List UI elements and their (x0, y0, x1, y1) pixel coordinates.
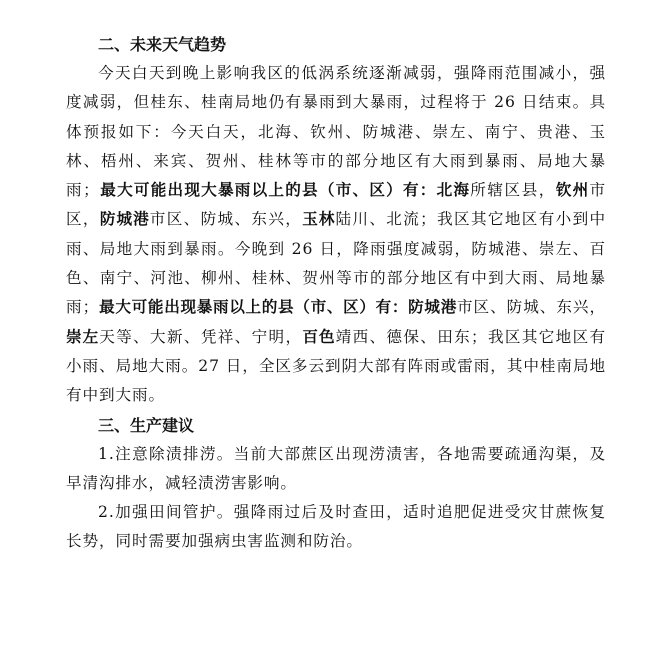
rainstorm-counties-label: 最大可能出现暴雨以上的县（市、区）有： (99, 298, 409, 317)
section-heading-weather-trend: 二、未来天气趋势 (98, 35, 227, 54)
city-fangchenggang: 防城港 (408, 298, 457, 317)
forecast-text: 靖西、德保、田东；我区其它地区有小雨、局地大雨。27 日，全区多云到阴大部有阵雨或雷雨，其中桂南局地有中到大雨。 (66, 327, 607, 405)
section-heading-production-advice: 三、生产建议 (98, 415, 195, 435)
city-baise: 百色 (302, 327, 336, 346)
document-page (66, 30, 606, 557)
forecast-text: 市区、防城、东兴， (149, 210, 303, 229)
city-qinzhou: 钦州 (555, 181, 590, 200)
forecast-text: 所辖区县， (470, 181, 556, 200)
advice-item-field-management: 2.加强田间管护。强降雨过后及时查田，适时追肥促进受灾甘蔗恢复长势，同时需要加强病虫害监测和防治。 (66, 503, 606, 551)
forecast-text: 陆川、北流；我区其它地区有小到中雨、局地大雨到暴雨。今晚到 26 日，降雨强度减弱，防城港、崇左、百色、南宁、河池、柳州、桂林、贺州等市的部分地区有中到大雨、局地暴雨； (66, 210, 606, 317)
forecast-text: 市区、防城、东兴， (456, 298, 606, 317)
forecast-text: 今天白天到晚上影响我区的低涡系统逐渐减弱，强降雨范围减小，强度减弱，但桂东、桂南局地仍有暴雨到大暴雨，过程将于 26 日结束。具体预报如下：今天白天，北海、钦州、防城港、崇左、南宁、贵港、玉林、梧州、来宾、贺州、桂林等市的部分地区有大雨到暴雨、局地大暴雨； (66, 64, 606, 200)
city-chongzuo: 崇左 (66, 327, 100, 346)
forecast-text: 市区， (66, 181, 606, 229)
city-fangchenggang: 防城港 (99, 210, 150, 229)
city-beihai: 北海 (436, 181, 471, 200)
heavy-rainstorm-counties-label: 最大可能出现大暴雨以上的县（市、区）有： (99, 181, 437, 200)
city-yulin: 玉林 (302, 210, 336, 229)
forecast-paragraph (66, 59, 606, 411)
forecast-text: 天等、大新、凭祥、宁明， (99, 327, 303, 346)
advice-item-drainage: 1.注意除渍排涝。当前大部蔗区出现涝渍害，各地需要疏通沟渠，及早清沟排水，减轻渍涝害影响。 (66, 444, 606, 492)
